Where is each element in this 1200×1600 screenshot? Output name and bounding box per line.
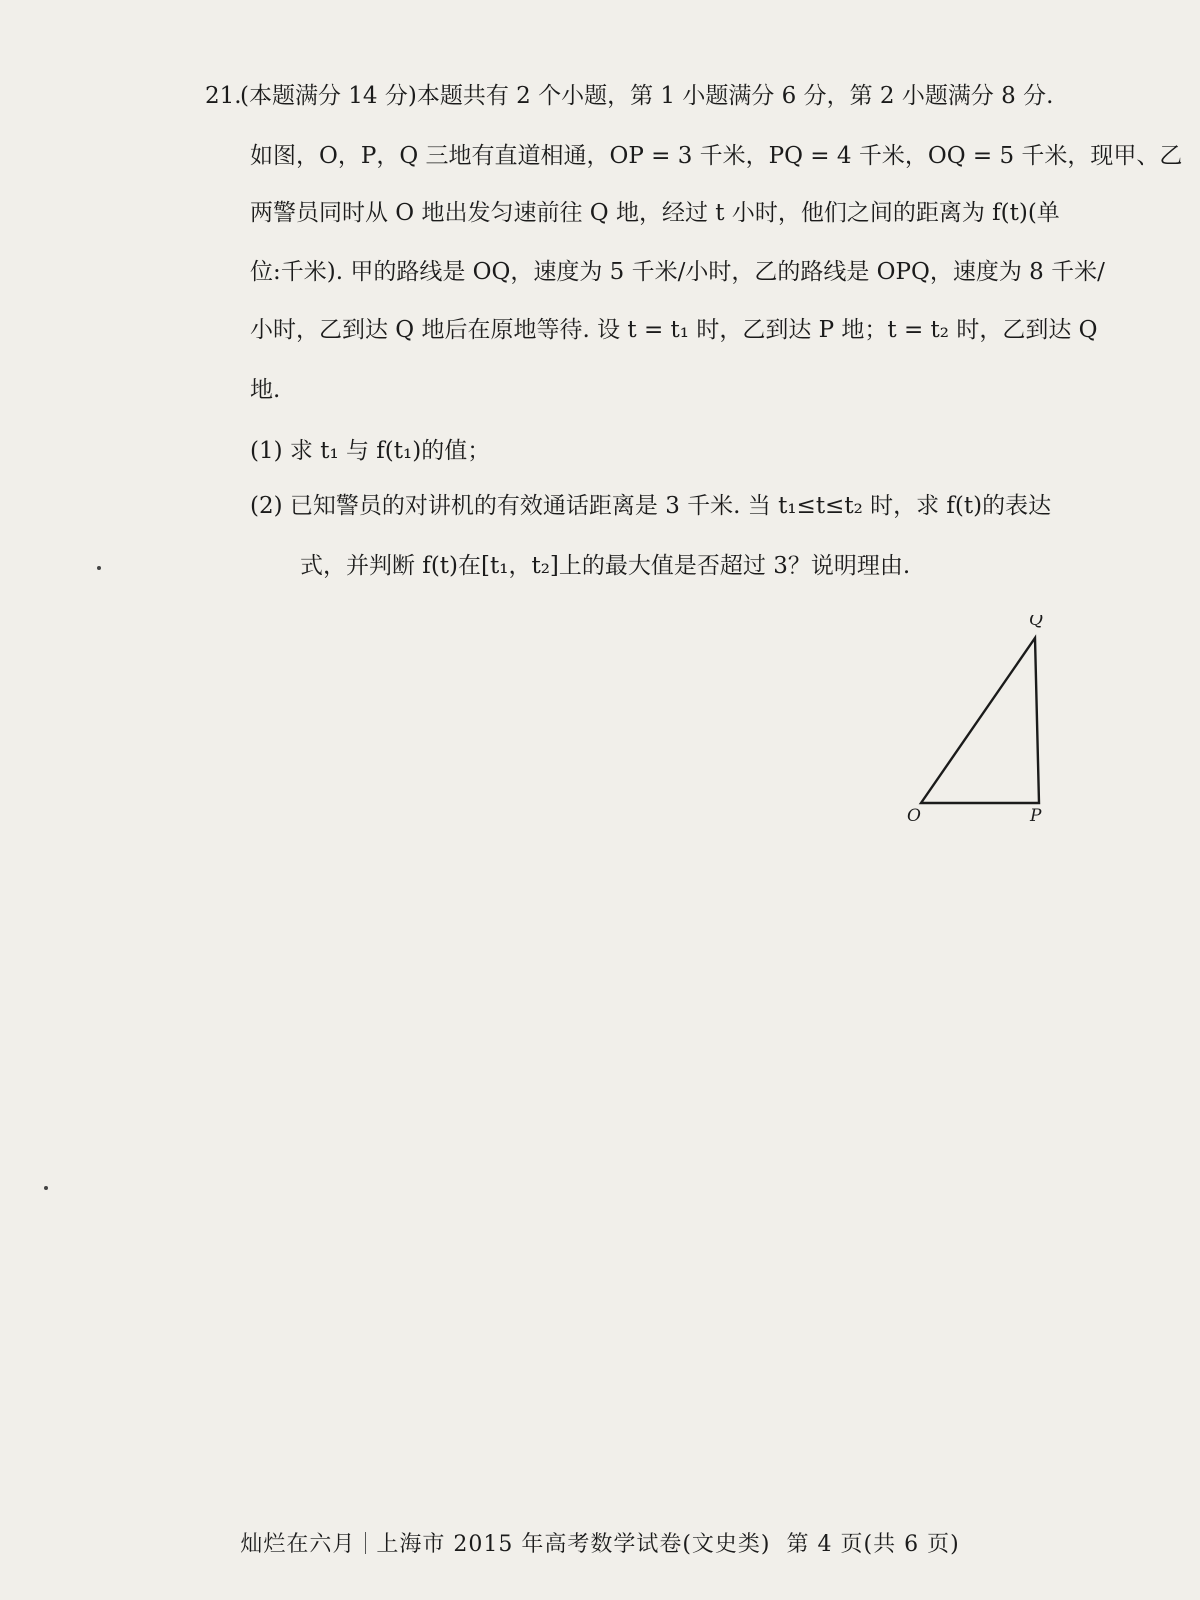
footer-title: 上海市 2015 年高考数学试卷(文史类) bbox=[376, 1532, 771, 1557]
problem-text-4: 小时，乙到达 Q 地后在原地等待. 设 t = t₁ 时，乙到达 P 地；t = t₂ 时，乙到达 Q bbox=[250, 317, 1098, 343]
part-1-text: (1) 求 t₁ 与 f(t₁)的值； bbox=[250, 438, 491, 464]
problem-text-1: 如图，O，P，Q 三地有直道相通，OP = 3 千米，PQ = 4 千米，OQ = 5 千米，现甲、乙 bbox=[250, 143, 1183, 169]
part-2-text: (2) 已知警员的对讲机的有效通话距离是 3 千米. 当 t₁≤t≤t₂ 时，求 f(t)的表达 bbox=[250, 493, 1052, 519]
footer-divider bbox=[365, 1532, 366, 1554]
problem-text-5: 地. bbox=[250, 377, 281, 403]
triangle-opq bbox=[921, 638, 1039, 803]
label-q: Q bbox=[1029, 615, 1043, 630]
scan-speck bbox=[44, 1186, 48, 1190]
footer-page-number: 第 4 页(共 6 页) bbox=[786, 1532, 960, 1557]
triangle-diagram bbox=[905, 615, 1075, 845]
label-p: P bbox=[1030, 806, 1042, 826]
problem-text-2: 两警员同时从 O 地出发匀速前往 Q 地，经过 t 小时，他们之间的距离为 f(t)(单 bbox=[250, 200, 1060, 226]
label-o: O bbox=[907, 806, 921, 826]
problem-header: (本题满分 14 分)本题共有 2 个小题，第 1 小题满分 6 分，第 2 小题满分 8 分. bbox=[240, 83, 1054, 109]
problem-number: 21. bbox=[205, 83, 242, 109]
page-footer bbox=[0, 1527, 1200, 1558]
triangle-figure bbox=[905, 615, 1075, 845]
scan-speck bbox=[97, 566, 101, 570]
part-2-continuation: 式，并判断 f(t)在[t₁，t₂]上的最大值是否超过 3？说明理由. bbox=[300, 553, 911, 579]
problem-text-3: 位:千米). 甲的路线是 OQ，速度为 5 千米/小时，乙的路线是 OPQ，速度为 8 千米/ bbox=[250, 259, 1105, 285]
footer-left: 灿烂在六月 bbox=[240, 1532, 356, 1557]
